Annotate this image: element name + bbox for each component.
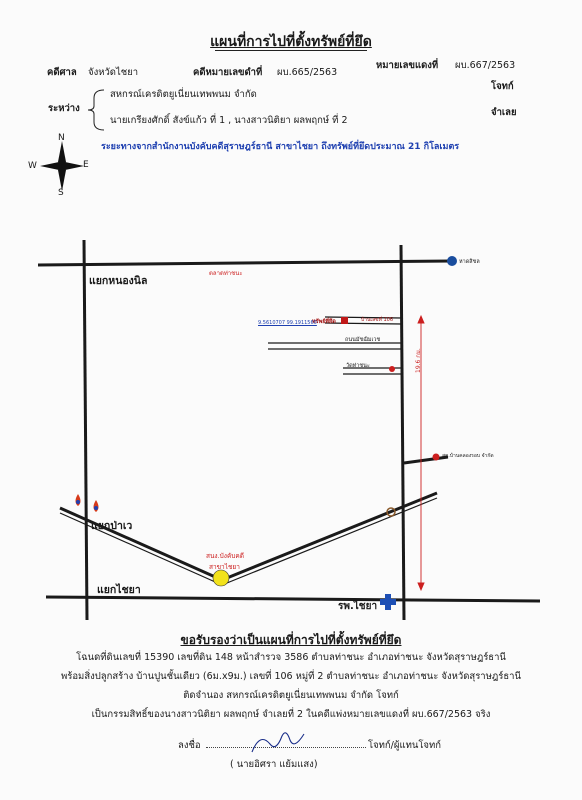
defendant-names: นายเกรียงศักดิ์ สังข์แก้ว ที่ 1 , นางสาวนิติยา ผลพฤกษ์ ที่ 2	[110, 115, 348, 126]
junction-mid-label: แยกป่าเว	[91, 520, 133, 532]
compass-w: W	[28, 161, 37, 171]
road-left	[84, 240, 87, 620]
certification-title: ขอรับรองว่าเป็นแผนที่การไปที่ตั้งทรัพย์ที่ยึด	[180, 633, 402, 647]
defendant-role: จำเลย	[491, 107, 517, 118]
plaintiff-role: โจทก์	[491, 81, 514, 92]
office-marker	[213, 570, 229, 586]
between-label: ระหว่าง	[48, 103, 80, 114]
coord-label: 9.5610707 99.1911560	[258, 320, 317, 326]
black-case-label: คดีหมายเลขดำที่	[193, 67, 263, 78]
property-label: ทรัพย์ที่ยึด	[312, 319, 336, 325]
property-marker	[341, 317, 348, 324]
signer-name: ( นายอิศรา แย้มแสง)	[230, 759, 318, 770]
cert-line-2: พร้อมสิ่งปลูกสร้าง บ้านปูนชั้นเดียว (6ม.x9ม.) เลขที่ 106 หมู่ที่ 2 ตำบลท่าชนะ อำเภอท่าชนะ จังหวัดสุราษฎร์ธานี	[60, 671, 521, 682]
signature-image	[246, 722, 316, 762]
market-label: ตลาดท่าชนะ	[209, 270, 243, 277]
distance-label: 19.6 กม.	[415, 348, 422, 373]
school-label: ถนนมัชฌิมเวช	[345, 337, 381, 343]
sign-label: ลงชื่อ	[178, 740, 201, 751]
distance-note: ระยะทางจากสำนักงานบังคับคดีสุราษฎร์ธานี สาขาไชยา ถึงทรัพย์ที่ยึดประมาณ 21 กิโลเมตร	[101, 142, 460, 152]
cert-line-4: เป็นกรรมสิทธิ์ของนางสาวนิติยา ผลพฤกษ์ จำเลยที่ 2 ในคดีแพ่งหมายเลขแดงที่ ผบ.667/2563 จริง	[91, 709, 491, 720]
cert-line-3: ติดจำนอง สหกรณ์เครดิตยูเนี่ยนเทพพนม จำกัด โจทก์	[183, 690, 399, 701]
road-top	[38, 261, 452, 265]
compass-s: S	[58, 188, 64, 198]
hospital-label: รพ.ไชยา	[338, 601, 378, 612]
road-right	[401, 245, 404, 620]
red-case-label: หมายเลขแดงที่	[376, 60, 439, 71]
pier-label: หาดสิชล	[459, 259, 480, 265]
office-label-1: สนง.บังคับคดี	[206, 552, 244, 560]
junction-top-label: แยกหนองนิล	[89, 275, 148, 287]
house-no-label: บ้านเลขที่ 106	[361, 317, 394, 323]
junction-bottom-label: แยกไชยา	[97, 584, 141, 596]
document-title: แผนที่การไปที่ตั้งทรัพย์ที่ยึด	[210, 34, 372, 50]
temple-marker	[389, 366, 395, 372]
road-v-left	[60, 508, 222, 580]
black-case-value: ผบ.665/2563	[277, 67, 338, 78]
court-label: คดีศาล	[47, 67, 77, 78]
office-label-2: สาขาไชยา	[209, 563, 240, 571]
cert-line-1: โฉนดที่ดินเลขที่ 15390 เลขที่ดิน 148 หน้าสำรวจ 3586 ตำบลท่าชนะ อำเภอท่าชนะ จังหวัดสุราษฎร์ธานี	[76, 652, 506, 663]
red-case-value: ผบ.667/2563	[455, 60, 516, 71]
temple-label: วัดท่าชนะ	[346, 363, 370, 369]
hospital-icon	[380, 594, 396, 610]
compass-e: E	[83, 160, 89, 170]
compass-n: N	[58, 133, 65, 143]
shop-marker	[433, 454, 440, 461]
shop-label: สต.บ้านคลองรอบ จำกัด	[442, 453, 494, 459]
plaintiff-name: สหกรณ์เครดิตยูเนี่ยนเทพพนม จำกัด	[110, 89, 257, 100]
court-value: จังหวัดไชยา	[88, 67, 139, 78]
pier-marker	[447, 256, 457, 266]
sign-role: โจทก์/ผู้แทนโจทก์	[368, 740, 442, 751]
